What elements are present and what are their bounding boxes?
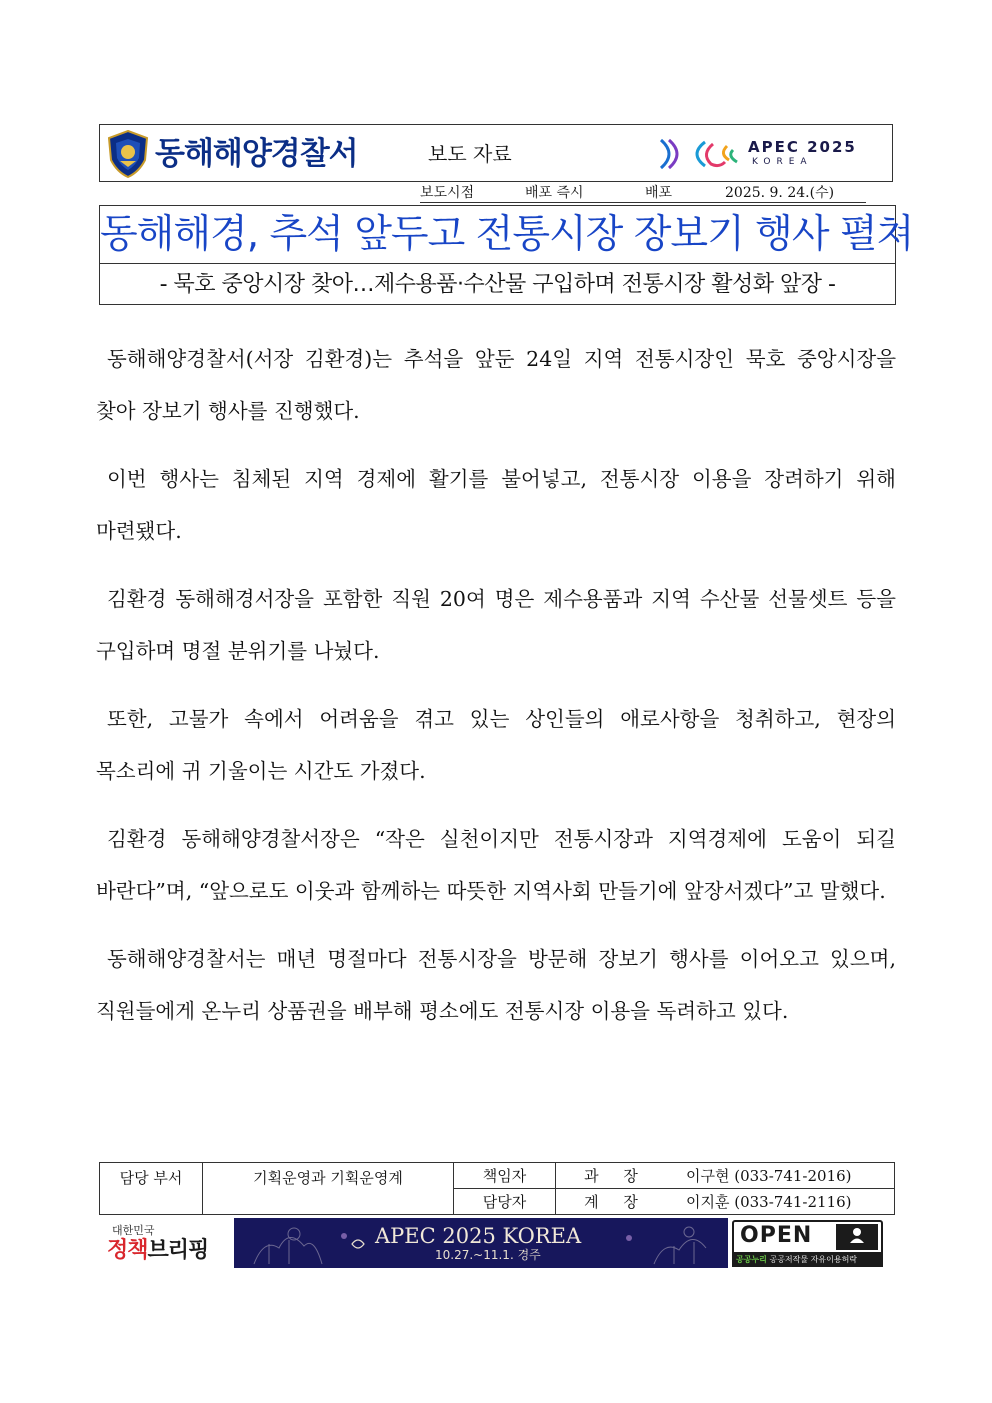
apec-logo-line1: APEC 2025 xyxy=(748,138,857,156)
contact-person xyxy=(556,1163,895,1189)
article-body xyxy=(96,333,896,1053)
paragraph: 김환경 동해해양경찰서장은 “작은 실천이지만 전통시장과 지역경제에 도움이 되길 바란다”며, “앞으로도 이웃과 함께하는 따뜻한 지역사회 만들기에 앞장서겠다”고 말했다. xyxy=(96,827,896,903)
paragraph: 이번 행사는 침체된 지역 경제에 활기를 불어넣고, 전통시장 이용을 장려하기 위해 마련됐다. xyxy=(96,467,896,543)
org-name: 동해해양경찰서 xyxy=(155,136,358,172)
subheadline: - 묵호 중앙시장 찾아…제수용품·수산물 구입하며 전통시장 활성화 앞장 - xyxy=(159,272,836,297)
headline: 동해해경, 추석 앞두고 전통시장 장보기 행사 펼쳐 xyxy=(100,212,914,257)
banner-dates: 10.27.~11.1. 경주 xyxy=(435,1248,541,1262)
release-timing: 배포 즉시 xyxy=(525,185,584,201)
open-license-caption xyxy=(732,1252,883,1267)
contact-person xyxy=(556,1189,895,1215)
paragraph: 동해해양경찰서는 매년 명절마다 전통시장을 방문해 장보기 행사를 이어오고 있으며, 직원들에게 온누리 상품권을 배부해 평소에도 전통시장 이용을 독려하고 있다. xyxy=(96,947,896,1023)
paragraph: 또한, 고물가 속에서 어려움을 겪고 있는 상인들의 애로사항을 청취하고, 현장의 목소리에 귀 기울이는 시간도 가졌다. xyxy=(96,707,896,783)
dept-label: 담당 부서 xyxy=(100,1163,203,1215)
table-row xyxy=(100,1163,895,1189)
paragraph: 동해해양경찰서(서장 김환경)는 추석을 앞둔 24일 지역 전통시장인 묵호 중앙시장을 찾아 장보기 행사를 진행했다. xyxy=(96,347,896,423)
briefing-logo-part1: 정책 xyxy=(107,1238,148,1263)
contact-role: 책임자 xyxy=(454,1163,556,1189)
doc-type-label: 보도 자료 xyxy=(428,142,512,166)
open-sub-lead: 공공누리 xyxy=(736,1255,767,1264)
contact-position: 계 장 xyxy=(584,1193,648,1211)
open-sub-text: 공공저작물 자유이용허락 xyxy=(769,1255,858,1264)
contact-name-phone: 이지훈 (033-741-2116) xyxy=(686,1193,852,1211)
briefing-logo-small-text: 대한민국 xyxy=(112,1224,155,1237)
title-divider xyxy=(100,263,895,264)
contact-position: 과 장 xyxy=(584,1167,648,1185)
release-info xyxy=(420,184,866,203)
dept-value: 기획운영과 기획운영계 xyxy=(203,1163,454,1215)
release-label: 보도시점 xyxy=(420,185,475,201)
contact-name-phone: 이구현 (033-741-2016) xyxy=(686,1167,852,1185)
contact-table xyxy=(99,1162,895,1215)
contact-role: 담당자 xyxy=(454,1189,556,1215)
distribution-label: 배포 xyxy=(645,185,673,201)
apec-logo-line2: KOREA xyxy=(752,157,813,167)
open-label: OPEN xyxy=(740,1223,813,1248)
paragraph: 김환경 동해해경서장을 포함한 직원 20여 명은 제수용품과 지역 수산물 선물셋트 등을 구입하며 명절 분위기를 나눴다. xyxy=(96,587,896,663)
briefing-logo-part2: 브리핑 xyxy=(147,1238,209,1263)
attribution-icon xyxy=(836,1224,878,1250)
briefing-logo xyxy=(107,1237,208,1265)
coast-guard-emblem-icon xyxy=(106,130,150,178)
banner-title: APEC 2025 KOREA xyxy=(375,1224,582,1248)
release-date: 2025. 9. 24.(수) xyxy=(725,185,835,201)
